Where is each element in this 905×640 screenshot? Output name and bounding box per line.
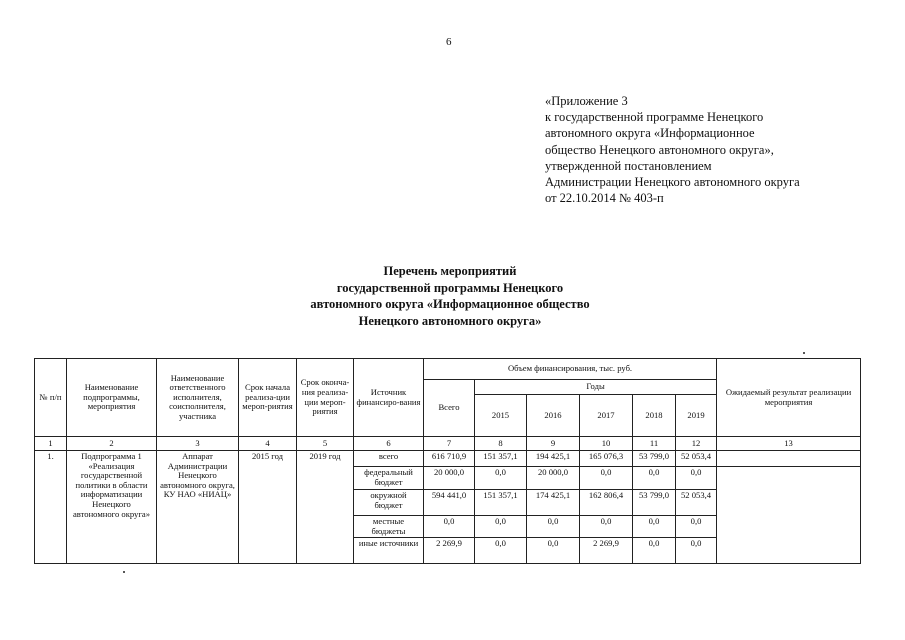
header-source: Источник финансиро-вания [354,359,424,437]
header-years: Годы [475,380,717,395]
header-responsible: Наименование ответственного исполнителя, соисполнителя, участника [157,359,239,437]
cell-2017: 2 269,9 [580,538,633,564]
scan-speck [123,571,125,573]
cell-2016: 174 425,1 [527,490,580,516]
row-responsible: Аппарат Администрации Ненецкого автономного округа, КУ НАО «НИАЦ» [157,451,239,564]
appendix-line: к государственной программе Ненецкого [545,110,764,125]
cell-2015: 0,0 [475,467,527,490]
cell-2015: 151 357,1 [475,490,527,516]
row-num: 1. [35,451,67,564]
column-number: 4 [239,437,297,451]
cell-2019: 0,0 [676,516,717,538]
header-year: 2016 [527,395,580,437]
title-line: Ненецкого автономного округа» [358,313,542,328]
header-funding: Объем финансирования, тыс. руб. [424,359,717,380]
table-row [35,451,861,467]
cell-total: 594 441,0 [424,490,475,516]
title-line: государственной программы Ненецкого [336,280,564,295]
row-end: 2019 год [297,451,354,564]
cell-2016: 194 425,1 [527,451,580,467]
column-number: 2 [67,437,157,451]
row-source: местные бюджеты [354,516,424,538]
appendix-line: «Приложение 3 [545,94,628,108]
row-start: 2015 год [239,451,297,564]
header-end: Срок оконча-ния реализа-ции мероп-риятия [297,359,354,437]
header-year: 2017 [580,395,633,437]
document-title [250,263,650,329]
title-line: Перечень мероприятий [383,264,517,278]
cell-total: 20 000,0 [424,467,475,490]
appendix-block [545,93,865,206]
cell-2017: 0,0 [580,467,633,490]
row-source: иные источники [354,538,424,564]
cell-2018: 0,0 [633,516,676,538]
column-number: 1 [35,437,67,451]
appendix-line: утвержденной постановлением [545,158,712,173]
column-number: 6 [354,437,424,451]
header-start: Срок начала реализа-ции мероп-риятия [239,359,297,437]
header-name: Наименование подпрограммы, мероприятия [67,359,157,437]
row-result [717,451,861,467]
page-number: 6 [446,36,452,48]
row-source: федеральный бюджет [354,467,424,490]
header-year: 2019 [676,395,717,437]
cell-2018: 53 799,0 [633,490,676,516]
column-number: 10 [580,437,633,451]
header-year: 2018 [633,395,676,437]
column-number: 7 [424,437,475,451]
column-number: 13 [717,437,861,451]
cell-2015: 0,0 [475,516,527,538]
cell-2019: 52 053,4 [676,490,717,516]
scan-speck [803,352,805,354]
appendix-line: автономного округа «Информационное [545,126,755,141]
cell-2017: 162 806,4 [580,490,633,516]
appendix-line: общество Ненецкого автономного округа», [545,142,774,157]
cell-2015: 151 357,1 [475,451,527,467]
cell-2017: 0,0 [580,516,633,538]
financing-table [34,358,861,564]
cell-total: 616 710,9 [424,451,475,467]
cell-2019: 0,0 [676,467,717,490]
column-number: 3 [157,437,239,451]
cell-2019: 52 053,4 [676,451,717,467]
cell-2016: 0,0 [527,538,580,564]
cell-total: 2 269,9 [424,538,475,564]
column-number: 9 [527,437,580,451]
column-number: 8 [475,437,527,451]
cell-2018: 53 799,0 [633,451,676,467]
appendix-line: Администрации Ненецкого автономного округа [545,175,800,190]
cell-2018: 0,0 [633,538,676,564]
header-result: Ожидаемый результат реализации мероприятия [717,359,861,437]
cell-2016: 20 000,0 [527,467,580,490]
row-result-cont [717,467,861,564]
header-year: 2015 [475,395,527,437]
column-number: 11 [633,437,676,451]
row-name: Подпрограмма 1 «Реализация государственной политики в области информатизации Ненецкого автономного округа» [67,451,157,564]
cell-2015: 0,0 [475,538,527,564]
column-number-row [35,437,861,451]
row-source: всего [354,451,424,467]
appendix-line: от 22.10.2014 № 403-п [545,191,664,206]
header-total: Всего [424,380,475,437]
row-source: окружной бюджет [354,490,424,516]
column-number: 5 [297,437,354,451]
title-line: автономного округа «Информационное общество [310,297,590,311]
header-num: № п/п [35,359,67,437]
cell-total: 0,0 [424,516,475,538]
column-number: 12 [676,437,717,451]
cell-2018: 0,0 [633,467,676,490]
cell-2016: 0,0 [527,516,580,538]
cell-2019: 0,0 [676,538,717,564]
cell-2017: 165 076,3 [580,451,633,467]
